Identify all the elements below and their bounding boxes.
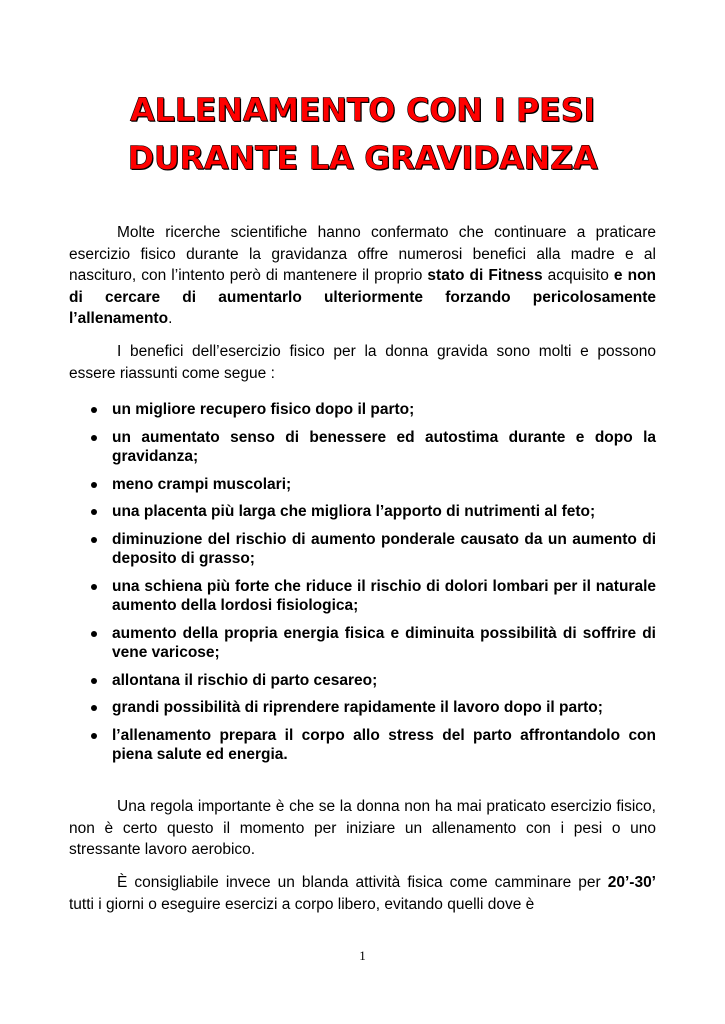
bullet-icon bbox=[91, 631, 97, 637]
intro-text-c: . bbox=[168, 310, 173, 327]
list-item bbox=[69, 400, 656, 420]
title-line-2: DURANTE LA GRAVIDANZA bbox=[127, 139, 598, 177]
list-item bbox=[69, 671, 656, 691]
list-item-text: l’allenamento prepara il corpo allo stress del parto affrontandolo con piena salute ed energia. bbox=[112, 726, 656, 763]
bullet-icon bbox=[91, 733, 97, 739]
list-item-text: meno crampi muscolari; bbox=[112, 475, 292, 493]
list-item bbox=[69, 475, 656, 495]
list-item-text: grandi possibilità di riprendere rapidamente il lavoro dopo il parto; bbox=[112, 699, 603, 716]
document-title bbox=[0, 86, 725, 182]
list-item-text: un aumentato senso di benessere ed autostima durante e dopo la gravidanza; bbox=[112, 428, 656, 465]
bullet-icon bbox=[91, 435, 97, 441]
advice-text-a: È consigliabile invece un blanda attività fisica come camminare per bbox=[117, 874, 608, 891]
intro-text-b: acquisito bbox=[542, 267, 614, 284]
list-item-text: diminuzione del rischio di aumento ponderale causato da un aumento di deposito di grasso; bbox=[112, 530, 656, 567]
bullet-icon bbox=[91, 407, 97, 413]
bullet-icon bbox=[91, 705, 97, 711]
rule-text: Una regola importante è che se la donna non ha mai praticato esercizio fisico, non è certo questo il momento per iniziare un allenamento con i pesi o uno stressante lavoro aerobico. bbox=[69, 798, 656, 858]
list-item bbox=[69, 428, 656, 467]
list-item-text: allontana il rischio di parto cesareo; bbox=[112, 671, 378, 689]
benefits-list bbox=[69, 400, 656, 773]
list-item-text: una schiena più forte che riduce il rischio di dolori lombari per il naturale aumento della lordosi fisiologica; bbox=[112, 577, 656, 614]
list-item bbox=[69, 530, 656, 569]
intro-paragraph bbox=[69, 222, 656, 330]
list-item bbox=[69, 624, 656, 663]
benefits-intro-text: I benefici dell’esercizio fisico per la donna gravida sono molti e possono essere riassunti come segue : bbox=[69, 343, 656, 382]
list-item-text: una placenta più larga che migliora l’apporto di nutrimenti al feto; bbox=[112, 503, 596, 520]
advice-bold-duration: 20’-30’ bbox=[607, 874, 656, 891]
list-item bbox=[69, 698, 656, 718]
bullet-icon bbox=[91, 678, 97, 684]
list-item-text: un migliore recupero fisico dopo il parto; bbox=[112, 401, 415, 418]
rule-paragraph bbox=[69, 796, 656, 861]
page-number: 1 bbox=[359, 948, 366, 963]
intro-bold-fitness: stato di Fitness bbox=[427, 267, 543, 284]
list-item bbox=[69, 726, 656, 765]
advice-text-b: tutti i giorni o eseguire esercizi a corpo libero, evitando quelli dove è bbox=[69, 895, 535, 913]
title-line-1: ALLENAMENTO CON I PESI bbox=[130, 91, 595, 129]
intro-bold-warning: e non di cercare di aumentarlo ulteriormente forzando pericolosamente l’allenamento bbox=[69, 267, 657, 327]
advice-paragraph bbox=[69, 872, 656, 915]
list-item bbox=[69, 502, 656, 522]
bullet-icon bbox=[91, 482, 97, 488]
bullet-icon bbox=[91, 509, 97, 515]
list-item bbox=[69, 577, 656, 616]
benefits-intro-paragraph bbox=[69, 341, 656, 384]
bullet-icon bbox=[91, 584, 97, 590]
list-item-text: aumento della propria energia fisica e diminuita possibilità di soffrire di vene varicose; bbox=[112, 624, 656, 661]
bullet-icon bbox=[91, 537, 97, 543]
intro-text-a: Molte ricerche scientifiche hanno confermato che continuare a praticare esercizio fisico durante la gravidanza offre numerosi benefici alla madre e al nascituro, con l’intento però di mantenere il proprio bbox=[69, 224, 656, 284]
